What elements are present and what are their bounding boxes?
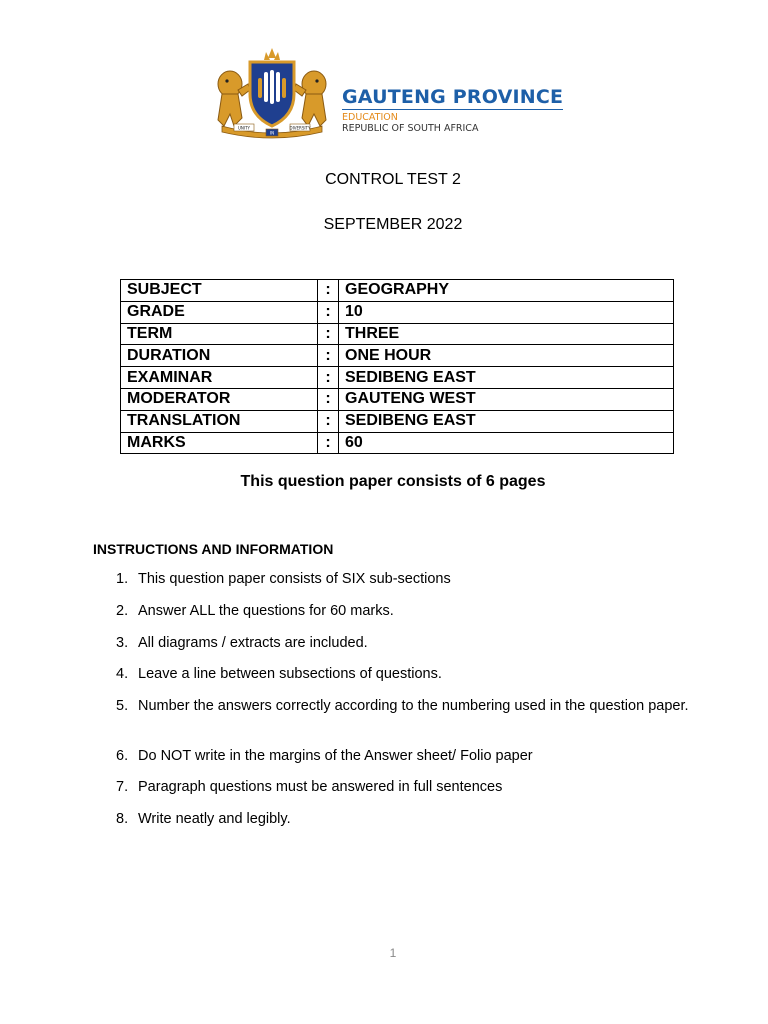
page-count-note: This question paper consists of 6 pages	[240, 473, 546, 490]
item-text: All diagrams / extracts are included.	[138, 635, 368, 651]
instructions-heading: INSTRUCTIONS AND INFORMATION	[93, 541, 334, 557]
org-department: EDUCATION	[342, 112, 398, 123]
item-text: Write neatly and legibly.	[138, 811, 291, 827]
row-label: DURATION	[121, 345, 318, 367]
page-number: 1	[389, 946, 397, 960]
org-name: GAUTENG PROVINCE	[342, 86, 564, 108]
item-number: 8.	[116, 811, 129, 827]
list-item	[116, 665, 696, 684]
item-number: 7.	[116, 779, 129, 795]
item-number: 2.	[116, 603, 129, 619]
table-row	[121, 301, 674, 323]
list-item	[116, 778, 696, 797]
row-label: MODERATOR	[121, 388, 318, 410]
item-text: Answer ALL the questions for 60 marks.	[138, 603, 394, 619]
table-row	[121, 323, 674, 345]
list-item	[116, 697, 696, 716]
row-label: TERM	[121, 323, 318, 345]
coat-of-arms-icon	[208, 44, 336, 140]
item-text: Do NOT write in the margins of the Answer sheet/ Folio paper	[138, 748, 533, 764]
row-separator: :	[318, 323, 339, 345]
row-value: GEOGRAPHY	[339, 280, 674, 302]
list-item	[116, 634, 696, 653]
item-text: This question paper consists of SIX sub-sections	[138, 571, 451, 587]
item-text: Number the answers correctly according to the numbering used in the question paper.	[138, 698, 689, 714]
list-item	[116, 570, 696, 589]
list-item	[116, 747, 696, 766]
test-date: SEPTEMBER 2022	[323, 216, 463, 233]
table-row	[121, 280, 674, 302]
row-value: GAUTENG WEST	[339, 388, 674, 410]
row-separator: :	[318, 367, 339, 389]
test-title: CONTROL TEST 2	[325, 171, 461, 188]
org-country: REPUBLIC OF SOUTH AFRICA	[342, 123, 479, 134]
row-label: GRADE	[121, 301, 318, 323]
row-value: 60	[339, 432, 674, 454]
table-row	[121, 367, 674, 389]
row-separator: :	[318, 388, 339, 410]
row-label: EXAMINAR	[121, 367, 318, 389]
table-row	[121, 410, 674, 432]
item-number: 3.	[116, 635, 129, 651]
list-item	[116, 810, 696, 829]
row-label: SUBJECT	[121, 280, 318, 302]
row-separator: :	[318, 301, 339, 323]
item-number: 4.	[116, 666, 129, 682]
row-separator: :	[318, 345, 339, 367]
row-separator: :	[318, 410, 339, 432]
table-row	[121, 432, 674, 454]
row-value: THREE	[339, 323, 674, 345]
item-number: 1.	[116, 571, 129, 587]
row-value: 10	[339, 301, 674, 323]
motto-in: IN	[269, 130, 275, 136]
row-label: MARKS	[121, 432, 318, 454]
row-value: SEDIBENG EAST	[339, 367, 674, 389]
table-row	[121, 345, 674, 367]
row-value: ONE HOUR	[339, 345, 674, 367]
motto-unity: UNITY	[238, 125, 250, 131]
row-label: TRANSLATION	[121, 410, 318, 432]
item-number: 6.	[116, 748, 129, 764]
row-separator: :	[318, 280, 339, 302]
list-item	[116, 602, 696, 621]
header-logo	[208, 44, 564, 140]
table-row	[121, 388, 674, 410]
row-separator: :	[318, 432, 339, 454]
item-text: Leave a line between subsections of questions.	[138, 666, 442, 682]
row-value: SEDIBENG EAST	[339, 410, 674, 432]
item-number: 5.	[116, 698, 129, 714]
info-table	[120, 279, 674, 454]
motto-diversity: DIVERSITY	[289, 125, 311, 131]
item-text: Paragraph questions must be answered in full sentences	[138, 779, 503, 795]
